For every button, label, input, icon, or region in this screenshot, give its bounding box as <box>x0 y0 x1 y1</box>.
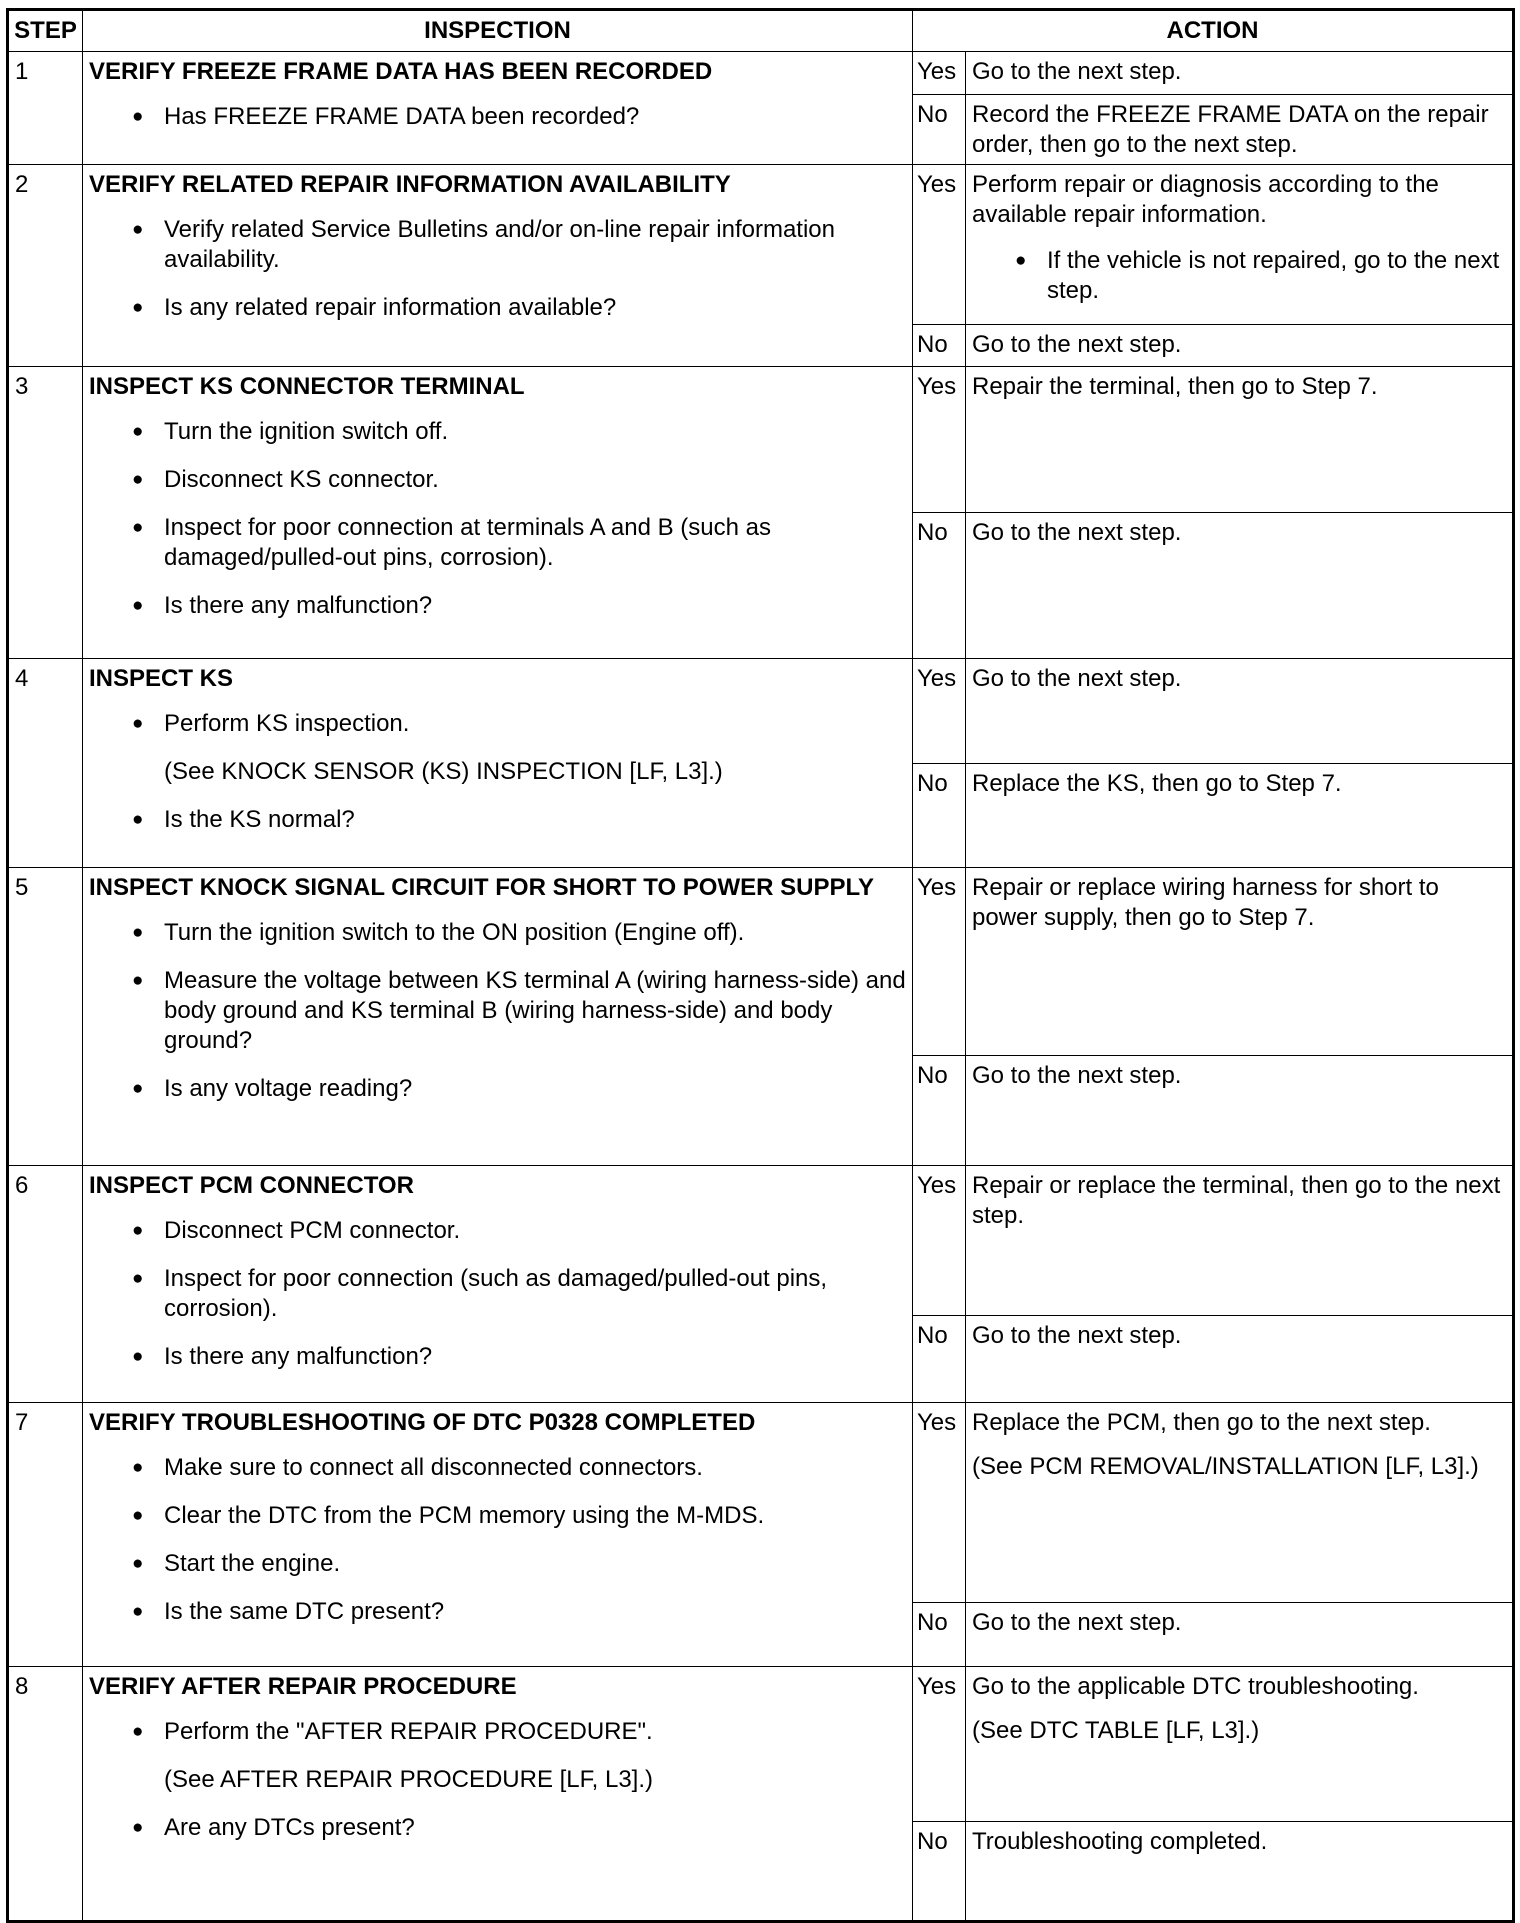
step-number: 1 <box>8 52 83 165</box>
inspection-list <box>89 417 906 621</box>
inspection-cell <box>83 367 913 659</box>
steps-body <box>8 52 1514 1922</box>
inspection-item: ● Turn the ignition switch off. <box>89 417 906 447</box>
no-action: Go to the next step. <box>966 325 1514 367</box>
inspection-cell <box>83 1166 913 1403</box>
yes-label: Yes <box>913 659 966 764</box>
yes-action-text: Repair or replace the terminal, then go to the next step. <box>972 1172 1501 1229</box>
no-label: No <box>913 1316 966 1403</box>
inspection-cell <box>83 1403 913 1667</box>
no-action: Go to the next step. <box>966 1056 1514 1166</box>
step-number: 3 <box>8 367 83 659</box>
inspection-list <box>89 709 906 739</box>
step-number: 6 <box>8 1166 83 1403</box>
troubleshooting-table <box>6 8 1515 1923</box>
yes-label: Yes <box>913 52 966 95</box>
header-inspection: INSPECTION <box>83 10 913 52</box>
bullet-icon: ● <box>1015 250 1027 271</box>
step-row-yes <box>8 1667 1514 1822</box>
yes-label: Yes <box>913 1667 966 1822</box>
no-action: Go to the next step. <box>966 1316 1514 1403</box>
no-action: Go to the next step. <box>966 1603 1514 1667</box>
step-row-yes <box>8 868 1514 1056</box>
step-row-yes <box>8 1403 1514 1603</box>
inspection-item: ● Is the same DTC present? <box>89 1597 906 1627</box>
inspection-list <box>89 215 906 323</box>
inspection-item: ● Is there any malfunction? <box>89 1342 906 1372</box>
no-action: Replace the KS, then go to Step 7. <box>966 764 1514 868</box>
inspection-note: (See AFTER REPAIR PROCEDURE [LF, L3].) <box>164 1766 654 1793</box>
inspection-list <box>89 1216 906 1372</box>
inspection-title: VERIFY RELATED REPAIR INFORMATION AVAILABILITY <box>89 171 731 198</box>
inspection-cell <box>83 165 913 367</box>
yes-action-text: Repair the terminal, then go to Step 7. <box>972 373 1378 400</box>
yes-action <box>966 659 1514 764</box>
step-number: 7 <box>8 1403 83 1667</box>
yes-action <box>966 165 1514 325</box>
inspection-item: ● Measure the voltage between KS terminal A (wiring harness-side) and body ground and KS terminal B (wiring harness-side) and body ground? <box>89 966 906 1056</box>
no-label: No <box>913 1056 966 1166</box>
inspection-item: ● Perform the "AFTER REPAIR PROCEDURE". <box>89 1717 906 1747</box>
inspection-item: ● Perform KS inspection. <box>89 709 906 739</box>
yes-action-text: Go to the next step. <box>972 665 1182 692</box>
inspection-title: VERIFY TROUBLESHOOTING OF DTC P0328 COMPLETED <box>89 1409 756 1436</box>
inspection-cell <box>83 1667 913 1922</box>
yes-action <box>966 1166 1514 1316</box>
step-number: 4 <box>8 659 83 868</box>
inspection-title: VERIFY AFTER REPAIR PROCEDURE <box>89 1673 517 1700</box>
inspection-list <box>89 1813 906 1843</box>
inspection-list <box>89 102 906 132</box>
yes-label: Yes <box>913 367 966 513</box>
step-number: 8 <box>8 1667 83 1922</box>
inspection-cell <box>83 659 913 868</box>
header-step: STEP <box>8 10 83 52</box>
no-action: Record the FREEZE FRAME DATA on the repair order, then go to the next step. <box>966 95 1514 165</box>
inspection-item: ● Disconnect PCM connector. <box>89 1216 906 1246</box>
inspection-list <box>89 1717 906 1747</box>
inspection-cell <box>83 868 913 1166</box>
step-number: 2 <box>8 165 83 367</box>
step-row-yes <box>8 165 1514 325</box>
yes-action-text: Go to the applicable DTC troubleshooting. <box>972 1673 1419 1700</box>
yes-label: Yes <box>913 868 966 1056</box>
no-label: No <box>913 513 966 659</box>
yes-action-text: Replace the PCM, then go to the next step. <box>972 1409 1431 1436</box>
inspection-item: ● Is any related repair information available? <box>89 293 906 323</box>
inspection-item: ● Is any voltage reading? <box>89 1074 906 1104</box>
inspection-item: ● Has FREEZE FRAME DATA been recorded? <box>89 102 906 132</box>
step-row-yes <box>8 367 1514 513</box>
yes-action-bullet <box>972 246 1506 306</box>
inspection-item: ● Inspect for poor connection (such as damaged/pulled-out pins, corrosion). <box>89 1264 906 1324</box>
no-label: No <box>913 1822 966 1922</box>
yes-action <box>966 367 1514 513</box>
yes-action-note: (See PCM REMOVAL/INSTALLATION [LF, L3].) <box>972 1453 1479 1480</box>
step-row-yes <box>8 52 1514 95</box>
inspection-item: ● Make sure to connect all disconnected connectors. <box>89 1453 906 1483</box>
inspection-item: ● Are any DTCs present? <box>89 1813 906 1843</box>
yes-action-note: (See DTC TABLE [LF, L3].) <box>972 1717 1260 1744</box>
inspection-item: ● Clear the DTC from the PCM memory using the M-MDS. <box>89 1501 906 1531</box>
yes-action <box>966 1667 1514 1822</box>
inspection-item: ● Inspect for poor connection at terminals A and B (such as damaged/pulled-out pins, corrosion). <box>89 513 906 573</box>
yes-action-text: Repair or replace wiring harness for short to power supply, then go to Step 7. <box>972 874 1439 931</box>
no-label: No <box>913 325 966 367</box>
inspection-item: ● Is the KS normal? <box>89 805 906 835</box>
inspection-item: ● Start the engine. <box>89 1549 906 1579</box>
step-row-yes <box>8 659 1514 764</box>
yes-label: Yes <box>913 165 966 325</box>
yes-action-text: Go to the next step. <box>972 58 1182 85</box>
yes-action <box>966 868 1514 1056</box>
yes-action <box>966 52 1514 95</box>
inspection-item: ● Is there any malfunction? <box>89 591 906 621</box>
troubleshooting-sheet <box>6 8 1512 1866</box>
yes-label: Yes <box>913 1403 966 1603</box>
inspection-note: (See KNOCK SENSOR (KS) INSPECTION [LF, L3].) <box>164 758 723 785</box>
inspection-item: ● Disconnect KS connector. <box>89 465 906 495</box>
inspection-title: INSPECT KNOCK SIGNAL CIRCUIT FOR SHORT TO POWER SUPPLY <box>89 874 874 901</box>
step-row-yes <box>8 1166 1514 1316</box>
inspection-title: INSPECT KS CONNECTOR TERMINAL <box>89 373 525 400</box>
inspection-list <box>89 805 906 835</box>
inspection-cell <box>83 52 913 165</box>
inspection-item: ● Turn the ignition switch to the ON position (Engine off). <box>89 918 906 948</box>
no-action: Go to the next step. <box>966 513 1514 659</box>
no-label: No <box>913 1603 966 1667</box>
yes-action-bullet-text: If the vehicle is not repaired, go to the next step. <box>1047 247 1500 304</box>
inspection-list <box>89 1453 906 1627</box>
yes-action <box>966 1403 1514 1603</box>
header-action: ACTION <box>913 10 1514 52</box>
inspection-title: VERIFY FREEZE FRAME DATA HAS BEEN RECORDED <box>89 58 713 85</box>
no-label: No <box>913 95 966 165</box>
inspection-item: ● Verify related Service Bulletins and/or on-line repair information availability. <box>89 215 906 275</box>
step-number: 5 <box>8 868 83 1166</box>
inspection-title: INSPECT KS <box>89 665 234 692</box>
yes-label: Yes <box>913 1166 966 1316</box>
no-label: No <box>913 764 966 868</box>
inspection-list <box>89 918 906 1104</box>
inspection-title: INSPECT PCM CONNECTOR <box>89 1172 414 1199</box>
no-action: Troubleshooting completed. <box>966 1822 1514 1922</box>
header-row <box>8 10 1514 52</box>
yes-action-text: Perform repair or diagnosis according to the available repair information. <box>972 171 1439 228</box>
